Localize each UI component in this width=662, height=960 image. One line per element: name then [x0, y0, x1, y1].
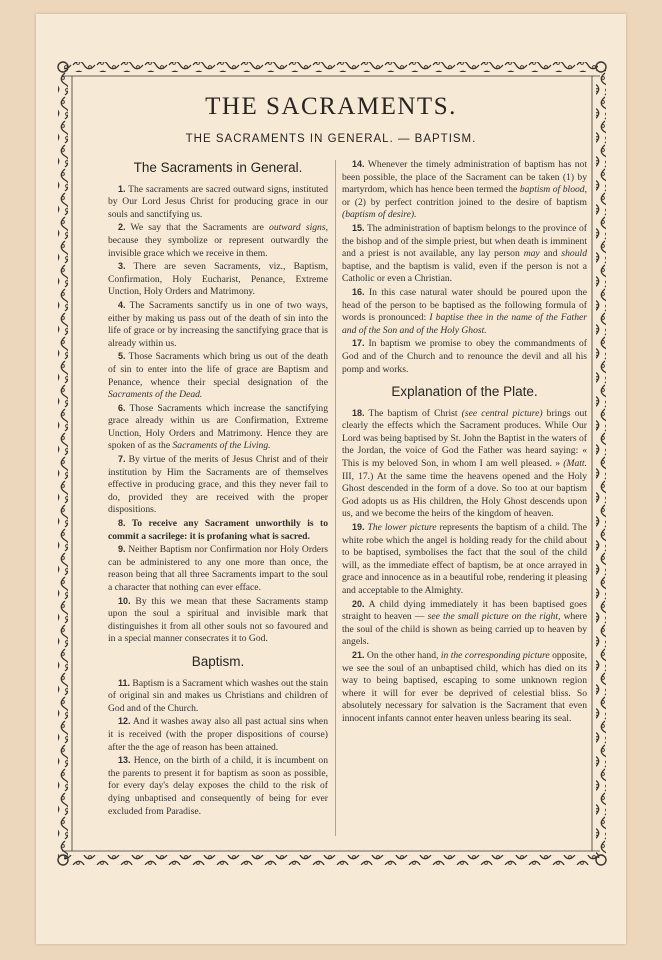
paragraph-1: 1. The sacraments are sacred outward signs, instituted by Our Lord Jesus Christ for producing grace in our souls and sanctifying us. — [108, 183, 328, 220]
page-subtitle: THE SACRAMENTS IN GENERAL. — BAPTISM. — [185, 133, 477, 145]
paragraph-13: 13. Hence, on the birth of a child, it is incumbent on the parents to present it for baptism as soon as possible, for every day's delay exposes the child to the risk of dying unbaptised and consequently of being for ever excluded from Paradise. — [108, 755, 328, 817]
paragraph-5: 5. Those Sacraments which bring us out of the death of sin to enter into the life of grace are Baptism and Penance, whence their special designation of the Sacraments of the Dead. — [108, 351, 328, 401]
paragraph-15: 15. The administration of baptism belongs to the province of the bishop and of the simple priest, but when death is imminent and a priest is not available, any lay person may and should baptise, and the baptism is valid, even if the person is not a Catholic or even a Christian. — [342, 222, 587, 285]
paragraph-18: 18. The baptism of Christ (see central picture) brings out clearly the effects which the Sacrament produces. While Our Lord was being baptised by St. John the Baptist in the waters of the Jordan, the voice of God the Father was heard saying: « This is my beloved Son, in whom I am well pleased. » (Matt. III, 17.) At the same time the heavens opened and the Holy Ghost descended in the form of a dove. So too at our baptism God adopts us as His children, the Holy Ghost descends upon us, and we become the heirs of the kingdom of heaven. — [342, 407, 588, 520]
right-column — [342, 158, 587, 726]
paragraph-7: 7. By virtue of the merits of Jesus Christ and of their institution by Him the Sacraments are of themselves effective in producing grace, and this they never fail to do, provided they are received with the proper dispositions. — [108, 454, 328, 516]
paragraph-19: 19. The lower picture represents the baptism of a child. The white robe which the angel is holding ready for the child about to be baptised, symbolises the fact that the soul of the child will, as the immediate effect of baptism, be at once arrayed in grace and innocence as in a beautiful robe, rendering it pleasing and acceptable to the Almighty. — [342, 522, 587, 596]
paragraph-2: 2. We say that the Sacraments are outward signs, because they symbolize or represent outwardly the invisible grace which we receive in them. — [108, 222, 328, 259]
page-title: THE SACRAMENTS. — [205, 93, 457, 120]
column-divider — [335, 160, 336, 836]
section-heading-explanation: Explanation of the Plate. — [391, 384, 538, 400]
paragraph-14: 14. Whenever the timely administration of baptism has not been possible, the place of the Sacrament can be taken (1) by martyrdom, which has hence been termed the baptism of blood, or (2) by perfect contrition joined to the desire of baptism (baptism of desire). — [342, 159, 587, 221]
paragraph-10: 10. By this we mean that these Sacraments stamp upon the soul a spiritual and invisible mark that distinguishes it from all other souls not so favoured and in a special manner consecrates it to God. — [108, 595, 328, 645]
paragraph-4: 4. The Sacraments sanctify us in one of two ways, either by making us pass out of the death of sin into the life of grace or by increasing the sanctifying grace that is already within us. — [108, 299, 328, 349]
left-column — [108, 158, 328, 818]
paragraph-20: 20. A child dying immediately it has been baptised goes straight to heaven — see the small picture on the right, where the soul of the child is shown as being carried up to heaven by angels. — [342, 598, 588, 648]
section-heading-baptism: Baptism. — [191, 653, 245, 669]
paragraph-3: 3. There are seven Sacraments, viz., Baptism, Confirmation, Holy Eucharist, Penance, Extreme Unction, Holy Orders and Matrimony. — [108, 261, 328, 298]
paragraph-11: 11. Baptism is a Sacrament which washes out the stain of original sin and makes us Christians and children of God and of the Church. — [108, 677, 328, 714]
paragraph-8: 8. To receive any Sacrament unworthily is to commit a sacrilege: it is profaning what is sacred. — [108, 518, 328, 542]
paragraph-9: 9. Neither Baptism nor Confirmation nor Holy Orders can be administered to any one more than once, the reason being that all three Sacraments impart to the soul a character that nothing can ever efface. — [108, 544, 328, 593]
section-heading-sacraments-general: The Sacraments in General. — [133, 160, 303, 175]
paragraph-6: 6. Those Sacraments which increase the sanctifying grace already within us are Confirmation, Extreme Unction, Holy Orders and Matrimony. Hence they are spoken of as the Sacraments of the Living. — [108, 402, 328, 452]
paragraph-17: 17. In baptism we promise to obey the commandments of God and of the Church and to renounce the devil and all his pomp and works. — [342, 338, 587, 375]
paragraph-21: 21. On the other hand, in the corresponding picture opposite, we see the soul of an unbaptised child, which has died on its way to being baptised, escaping to some unknown region where it will for ever be deprived of celestial bliss. So absolutely necessary for salvation is the Sacrament that even innocent infants cannot enter heaven unless bearing its seal. — [342, 649, 587, 724]
paragraph-16: 16. In this case natural water should be poured upon the head of the person to be baptised as the following formula of words is pronounced: I baptise thee in the name of the Father and of the Son and of the Holy Ghost. — [342, 286, 588, 336]
paragraph-12: 12. And it washes away also all past actual sins when it is received (with the proper dispositions of course) after the the age of reason has been attained. — [108, 716, 328, 753]
